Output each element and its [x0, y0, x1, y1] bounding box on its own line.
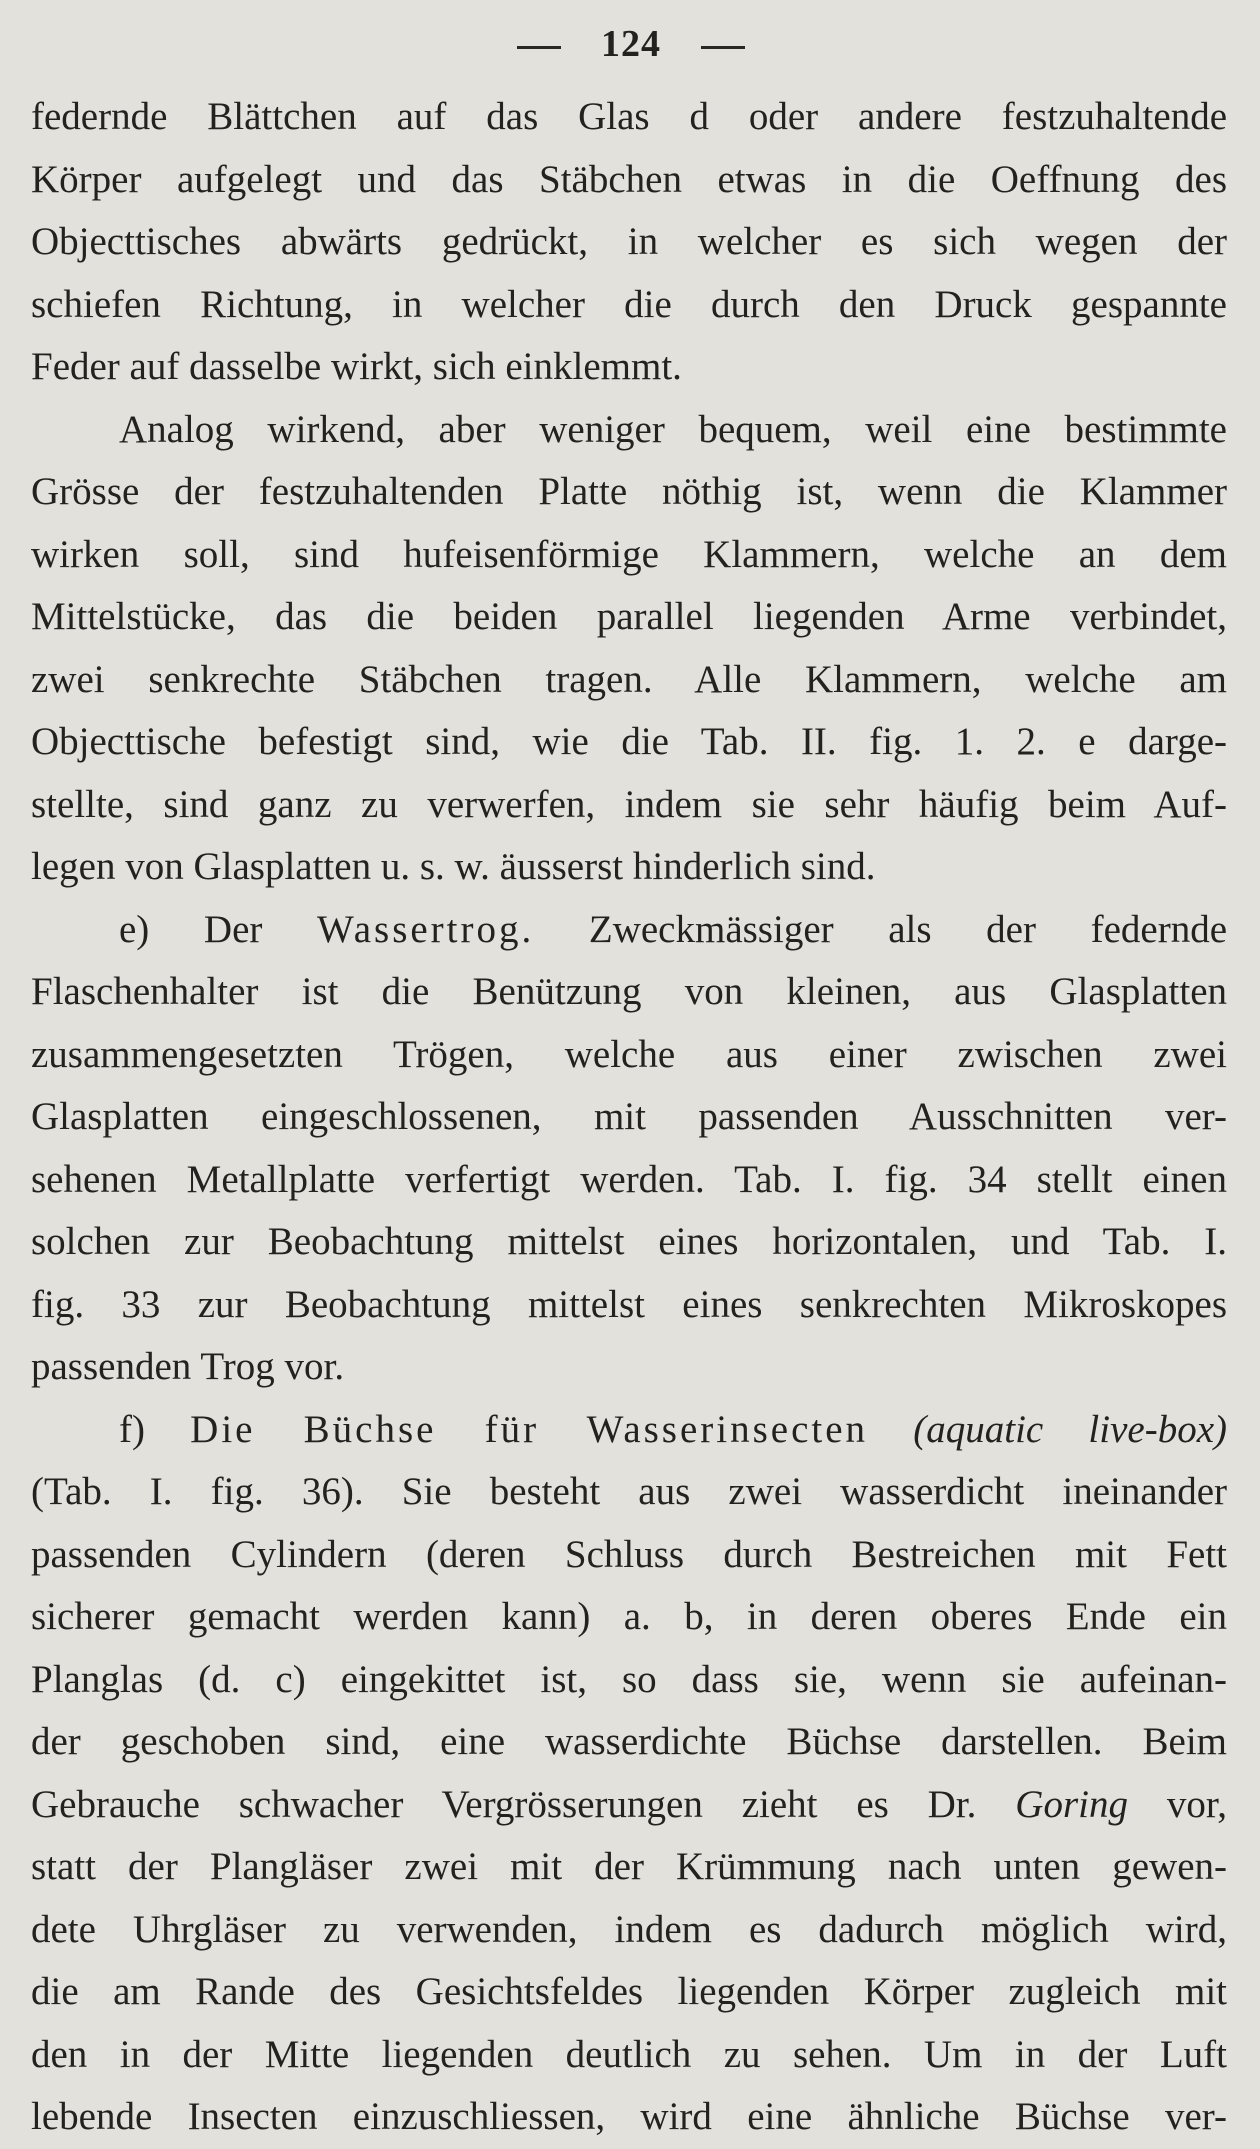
text-line: fig. 33 zur Beobachtung mittelst eines senkrechten Mikroskopes: [31, 1282, 1227, 1326]
person-name-goring: Goring: [1015, 1782, 1128, 1826]
text-line: e) Der Wassertrog. Zweckmässiger als der federnde: [119, 907, 1227, 951]
text-line: f) Die Büchse für Wasserinsecten (aquatic live-box): [119, 1407, 1227, 1451]
text-line: Mittelstücke, das die beiden parallel liegenden Arme verbindet,: [31, 595, 1227, 638]
text-line: passenden Trog vor.: [31, 1345, 345, 1388]
header-dash-right: [701, 46, 745, 49]
body-text: [31, 86, 1227, 2149]
text-line: die am Rande des Gesichtsfeldes liegenden Körper zugleich mit: [31, 1970, 1227, 2013]
paragraph-buechse: [31, 1399, 1227, 2149]
text-line: sehenen Metallplatte verfertigt werden. Tab. I. fig. 34 stellt einen: [31, 1157, 1227, 1201]
paragraph-2: [31, 399, 1227, 899]
paragraph-1: [31, 86, 1227, 399]
text-line: Gebrauche schwacher Vergrösserungen zieht es Dr. Goring vor,: [31, 1782, 1227, 1826]
text-line: Analog wirkend, aber weniger bequem, weil eine bestimmte: [119, 407, 1227, 451]
text-line: sicherer gemacht werden kann) a. b, in deren oberes Ende ein: [31, 1595, 1227, 1638]
text-line: Flaschenhalter ist die Benützung von kleinen, aus Glasplatten: [31, 970, 1227, 1013]
text-line: lebende Insecten einzuschliessen, wird eine ähnliche Büchse ver-: [31, 2095, 1227, 2138]
text-line: Objecttische befestigt sind, wie die Tab. II. fig. 1. 2. e darge-: [31, 720, 1227, 763]
text-line: solchen zur Beobachtung mittelst eines horizontalen, und Tab. I.: [31, 1220, 1227, 1263]
text-line: wirken soll, sind hufeisenförmige Klammern, welche an dem: [31, 532, 1227, 576]
text-line: statt der Plangläser zwei mit der Krümmung nach unten gewen-: [31, 1845, 1227, 1888]
text-line: Feder auf dasselbe wirkt, sich einklemmt.: [31, 345, 682, 388]
text-line: zwei senkrechte Stäbchen tragen. Alle Klammern, welche am: [31, 657, 1227, 701]
text-line: federnde Blättchen auf das Glas d oder andere festzuhaltende: [31, 95, 1227, 138]
page-header: [31, 14, 1231, 86]
header-dash-left: [517, 46, 561, 49]
text-line: passenden Cylindern (deren Schluss durch Bestreichen mit Fett: [31, 1532, 1227, 1576]
text-line: Glasplatten eingeschlossenen, mit passenden Ausschnitten ver-: [31, 1095, 1227, 1138]
text-line: schiefen Richtung, in welcher die durch den Druck gespannte: [31, 282, 1227, 326]
section-heading-wassertrog: Wassertrog.: [317, 907, 535, 951]
text-line: dete Uhrgläser zu verwenden, indem es dadurch möglich wird,: [31, 1907, 1227, 1951]
english-term: (aquatic live-box): [913, 1407, 1227, 1451]
text-line: den in der Mitte liegenden deutlich zu sehen. Um in der Luft: [31, 2032, 1227, 2076]
text-line: (Tab. I. fig. 36). Sie besteht aus zwei wasserdicht ineinander: [31, 1470, 1227, 1513]
text-line: der geschoben sind, eine wasserdichte Büchse darstellen. Beim: [31, 1720, 1227, 1763]
text-line: Objecttisches abwärts gedrückt, in welcher es sich wegen der: [31, 220, 1227, 263]
text-line: Grösse der festzuhaltenden Platte nöthig ist, wenn die Klammer: [31, 470, 1227, 513]
paragraph-wassertrog: [31, 899, 1227, 1399]
text-line: Planglas (d. c) eingekittet ist, so dass sie, wenn sie aufeinan-: [31, 1657, 1227, 1701]
text-line: legen von Glasplatten u. s. w. äusserst hinderlich sind.: [31, 845, 876, 888]
text-line: zusammengesetzten Trögen, welche aus einer zwischen zwei: [31, 1032, 1227, 1076]
section-heading-buechse: Die Büchse für Wasserinsecten: [190, 1407, 869, 1451]
text-line: stellte, sind ganz zu verwerfen, indem sie sehr häufig beim Auf-: [31, 782, 1227, 826]
text-line: Körper aufgelegt und das Stäbchen etwas in die Oeffnung des: [31, 157, 1227, 201]
page-number: 124: [601, 23, 661, 65]
